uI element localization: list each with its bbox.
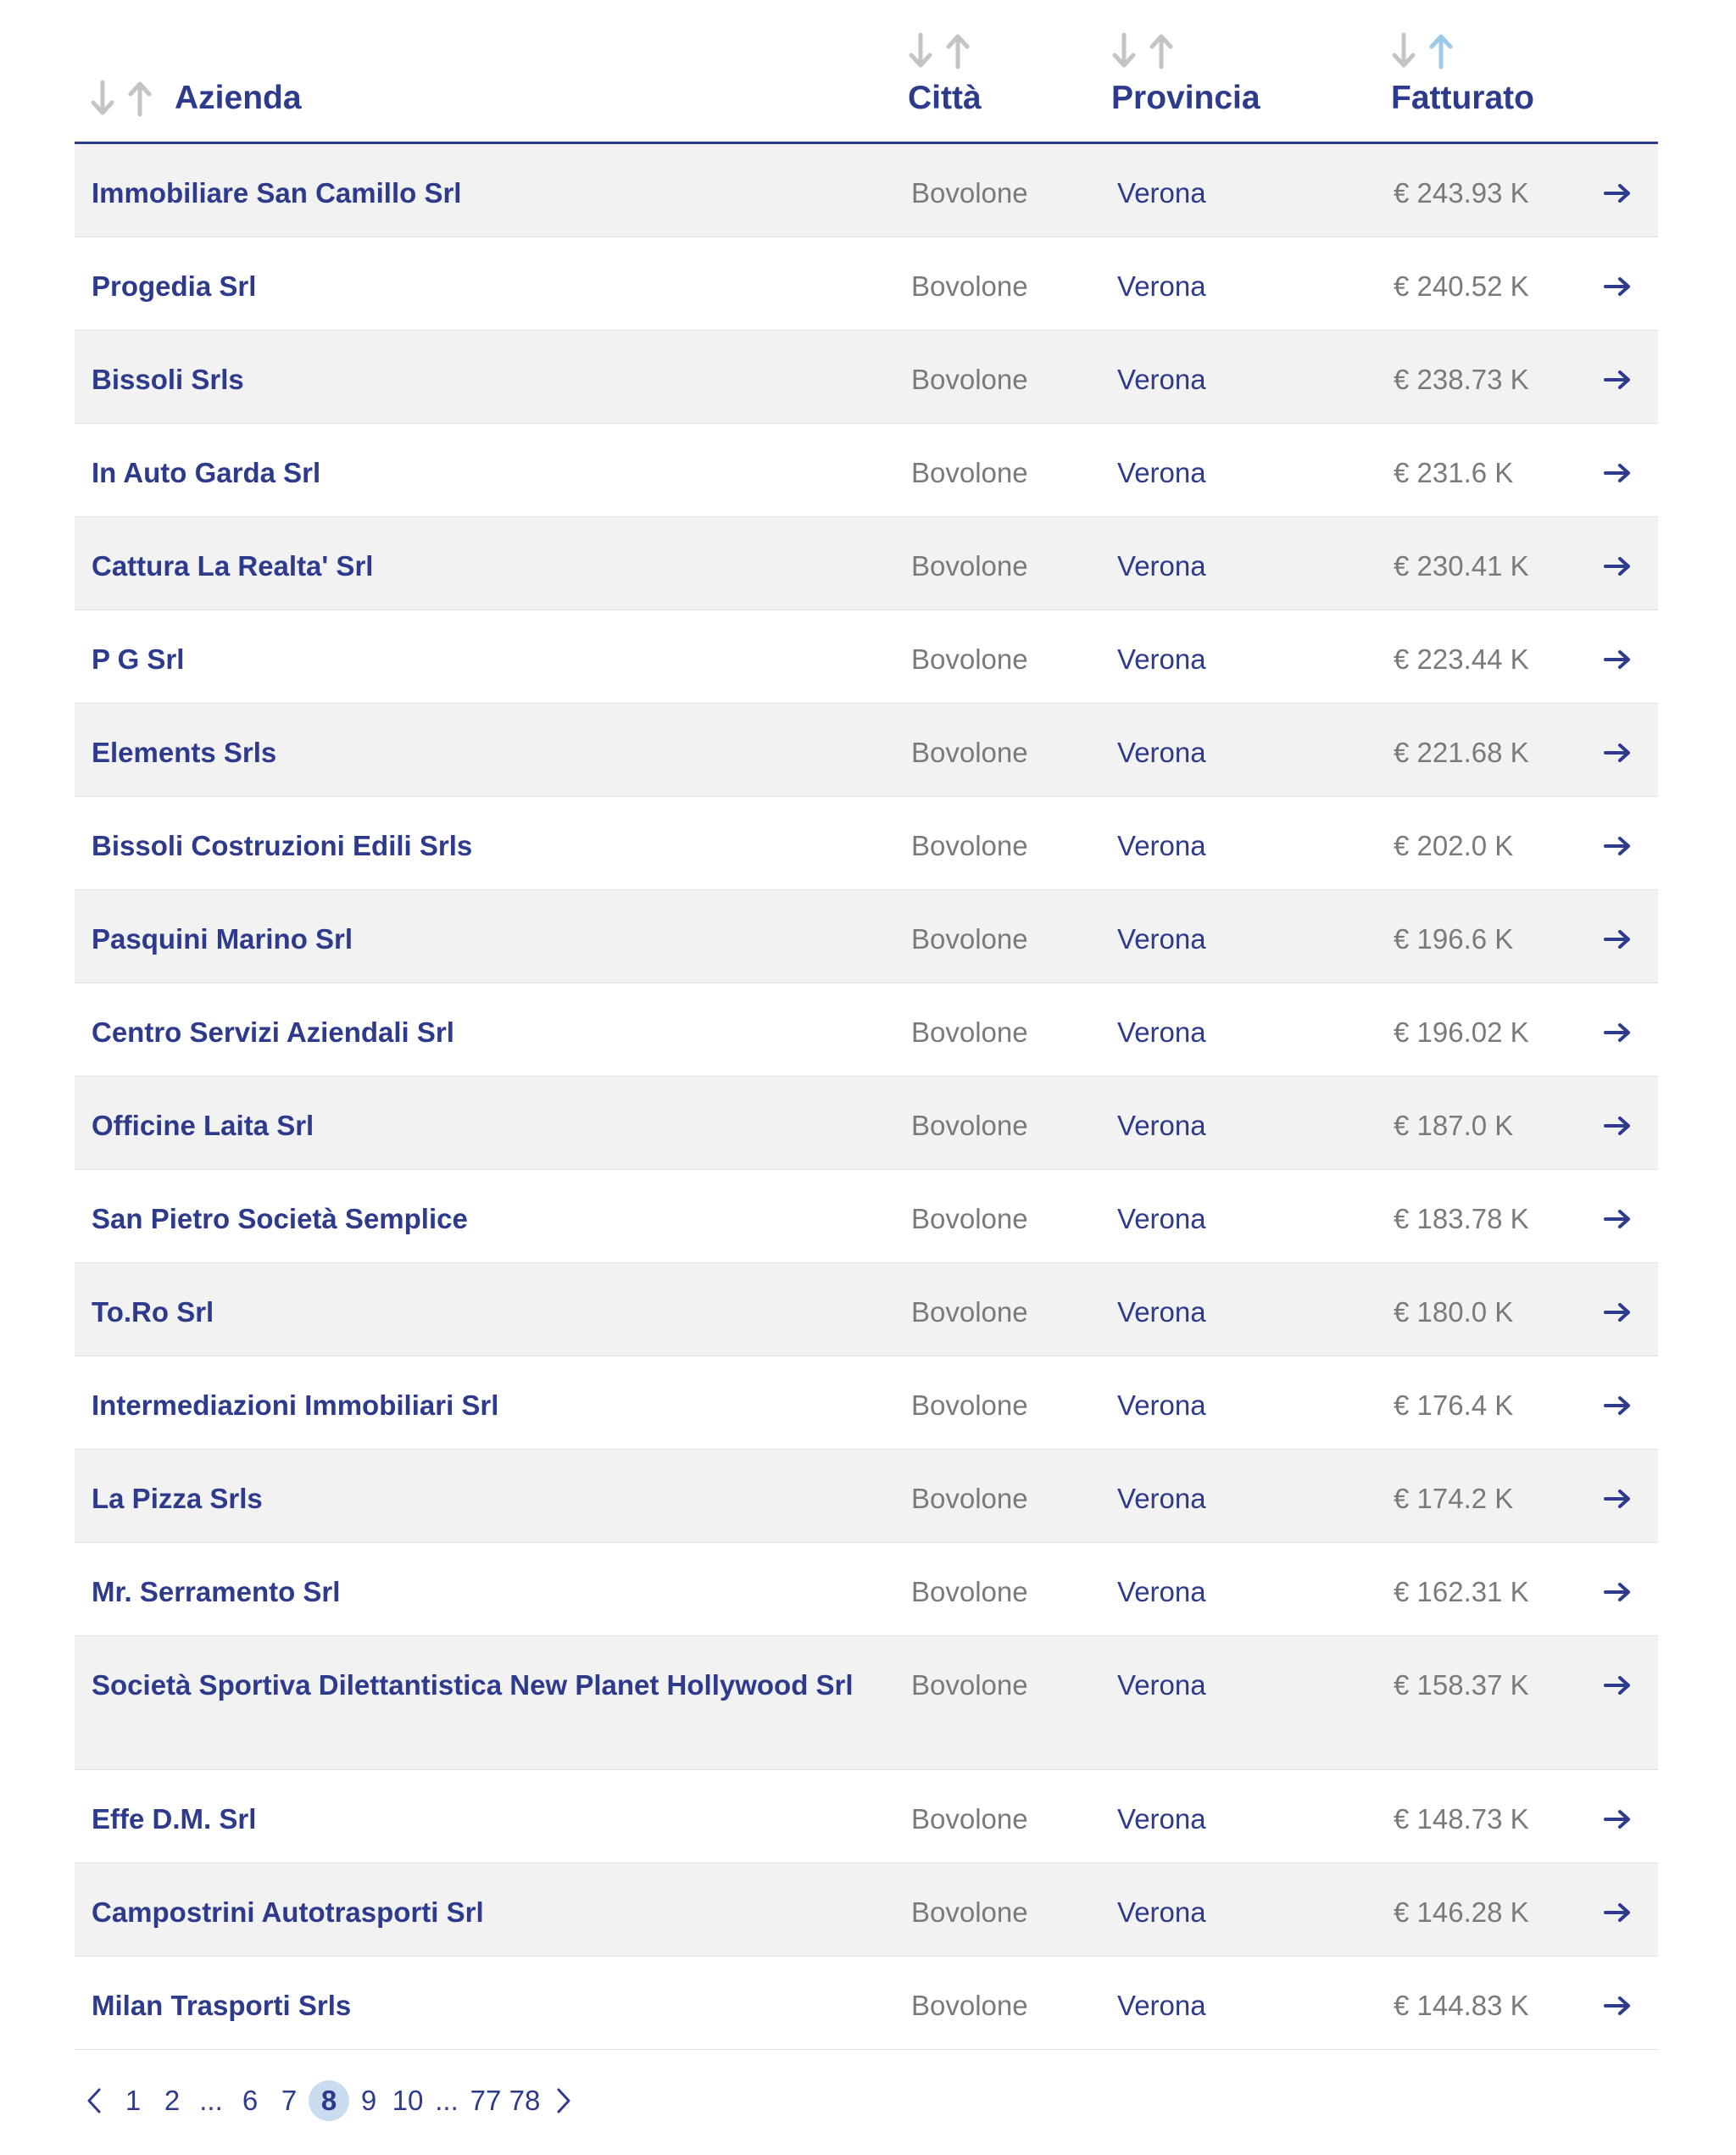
arrow-right-icon	[1603, 462, 1632, 484]
sort-asc-icon-active[interactable]	[1428, 32, 1454, 70]
page-link[interactable]: 78	[509, 2085, 541, 2116]
revenue-cell: € 243.93 K	[1394, 177, 1529, 209]
open-company-button[interactable]	[1600, 1199, 1634, 1239]
table-row[interactable]	[75, 704, 1658, 797]
revenue-cell: € 162.31 K	[1394, 1576, 1529, 1607]
revenue-cell: € 238.73 K	[1394, 364, 1529, 395]
city-cell: Bovolone	[911, 830, 1028, 861]
table-row[interactable]	[75, 237, 1658, 331]
province-link[interactable]: Verona	[1117, 737, 1206, 768]
revenue-cell: € 144.83 K	[1394, 1990, 1529, 2021]
company-name-link[interactable]: Intermediazioni Immobiliari Srl	[92, 1389, 499, 1421]
province-link[interactable]: Verona	[1117, 1990, 1206, 2021]
column-header-azienda[interactable]	[90, 78, 302, 119]
open-company-button[interactable]	[1600, 173, 1634, 214]
province-link[interactable]: Verona	[1117, 1669, 1206, 1701]
page-link[interactable]: 10	[392, 2085, 424, 2116]
open-company-button[interactable]	[1600, 639, 1634, 680]
table-row[interactable]	[75, 144, 1658, 237]
header-label-citta: Città	[908, 80, 982, 116]
column-header-provincia[interactable]	[1111, 32, 1260, 119]
open-company-button[interactable]	[1600, 826, 1634, 866]
table-row[interactable]	[75, 797, 1658, 890]
sort-asc-icon[interactable]	[1149, 32, 1174, 70]
province-link[interactable]: Verona	[1117, 830, 1206, 861]
open-company-button[interactable]	[1600, 1105, 1634, 1146]
page-list	[114, 2080, 544, 2121]
revenue-cell: € 146.28 K	[1394, 1896, 1529, 1928]
company-name-link[interactable]: Centro Servizi Aziendali Srl	[92, 1016, 454, 1048]
revenue-cell: € 183.78 K	[1394, 1203, 1529, 1234]
table-row[interactable]	[75, 983, 1658, 1077]
open-company-button[interactable]	[1600, 546, 1634, 587]
open-company-button[interactable]	[1600, 732, 1634, 773]
chevron-left-icon	[85, 2086, 103, 2115]
table-row[interactable]	[75, 331, 1658, 424]
revenue-cell: € 180.0 K	[1394, 1296, 1514, 1328]
arrow-right-icon	[1603, 1581, 1632, 1603]
city-cell: Bovolone	[911, 1576, 1028, 1607]
company-name-link[interactable]: Effe D.M. Srl	[92, 1803, 257, 1835]
table-row[interactable]	[75, 1077, 1658, 1170]
open-company-button[interactable]	[1600, 1892, 1634, 1933]
company-name-link[interactable]: Società Sportiva Dilettantistica New Planet Hollywood Srl	[92, 1669, 854, 1701]
city-cell: Bovolone	[911, 457, 1028, 488]
table-header	[75, 0, 1658, 144]
city-cell: Bovolone	[911, 1016, 1028, 1048]
province-link[interactable]: Verona	[1117, 1203, 1206, 1234]
city-cell: Bovolone	[911, 1203, 1028, 1234]
page-link[interactable]: 6	[242, 2085, 259, 2116]
company-name-link[interactable]: Elements Srls	[92, 737, 277, 768]
arrow-right-icon	[1603, 369, 1632, 391]
revenue-cell: € 240.52 K	[1394, 270, 1529, 302]
revenue-cell: € 231.6 K	[1394, 457, 1514, 488]
table-row[interactable]	[75, 1636, 1658, 1770]
arrow-right-icon	[1603, 1808, 1632, 1830]
arrow-right-icon	[1603, 1902, 1632, 1924]
table-row[interactable]	[75, 424, 1658, 517]
open-company-button[interactable]	[1600, 266, 1634, 307]
page-current[interactable]: 8	[309, 2080, 349, 2121]
arrow-right-icon	[1603, 1022, 1632, 1044]
company-name-link[interactable]: Immobiliare San Camillo Srl	[92, 177, 462, 209]
company-name-link[interactable]: Officine Laita Srl	[92, 1110, 314, 1141]
arrow-right-icon	[1603, 182, 1632, 204]
revenue-cell: € 148.73 K	[1394, 1803, 1529, 1835]
company-name-link[interactable]: Milan Trasporti Srls	[92, 1990, 352, 2021]
arrow-right-icon	[1603, 1395, 1632, 1417]
company-name-link[interactable]: Cattura La Realta' Srl	[92, 550, 374, 582]
header-label-azienda: Azienda	[175, 80, 302, 116]
open-company-button[interactable]	[1600, 919, 1634, 960]
prev-page-button[interactable]	[75, 2081, 114, 2120]
province-link[interactable]: Verona	[1117, 643, 1206, 675]
sort-controls-citta	[908, 32, 971, 70]
company-name-link[interactable]: Bissoli Costruzioni Edili Srls	[92, 830, 473, 861]
city-cell: Bovolone	[911, 364, 1028, 395]
arrow-right-icon	[1603, 742, 1632, 764]
city-cell: Bovolone	[911, 1896, 1028, 1928]
arrow-right-icon	[1603, 1995, 1632, 2017]
sort-desc-icon[interactable]	[908, 32, 933, 70]
company-name-link[interactable]: To.Ro Srl	[92, 1296, 214, 1328]
table-body	[75, 144, 1658, 2050]
company-name-link[interactable]: San Pietro Società Semplice	[92, 1203, 468, 1234]
province-link[interactable]: Verona	[1117, 1896, 1206, 1928]
companies-table	[75, 0, 1658, 2050]
province-link[interactable]: Verona	[1117, 270, 1206, 302]
page-ellipsis: ...	[199, 2085, 223, 2116]
revenue-cell: € 202.0 K	[1394, 830, 1514, 861]
province-link[interactable]: Verona	[1117, 364, 1206, 395]
revenue-cell: € 223.44 K	[1394, 643, 1529, 675]
header-label-provincia: Provincia	[1111, 80, 1260, 116]
revenue-cell: € 230.41 K	[1394, 550, 1529, 582]
table-row[interactable]	[75, 1863, 1658, 1957]
arrow-right-icon	[1603, 1488, 1632, 1510]
arrow-right-icon	[1603, 1115, 1632, 1137]
column-header-citta[interactable]	[908, 32, 982, 119]
page-link[interactable]: 1	[125, 2085, 142, 2116]
open-company-button[interactable]	[1600, 1012, 1634, 1053]
arrow-right-icon	[1603, 1674, 1632, 1696]
table-row[interactable]	[75, 1450, 1658, 1543]
table-row[interactable]	[75, 1356, 1658, 1450]
arrow-right-icon	[1603, 835, 1632, 857]
sort-desc-icon[interactable]	[1391, 32, 1416, 70]
province-link[interactable]: Verona	[1117, 1576, 1206, 1607]
company-name-link[interactable]: Progedia Srl	[92, 270, 257, 302]
city-cell: Bovolone	[911, 923, 1028, 955]
province-link[interactable]: Verona	[1117, 1296, 1206, 1328]
page-link[interactable]: 7	[281, 2085, 298, 2116]
revenue-cell: € 196.02 K	[1394, 1016, 1529, 1048]
sort-desc-icon[interactable]	[1111, 32, 1137, 70]
open-company-button[interactable]	[1600, 1799, 1634, 1840]
header-label-fatturato: Fatturato	[1391, 80, 1534, 116]
chevron-right-icon	[554, 2086, 573, 2115]
city-cell: Bovolone	[911, 737, 1028, 768]
column-header-fatturato[interactable]	[1391, 32, 1534, 119]
province-link[interactable]: Verona	[1117, 457, 1206, 488]
table-row[interactable]	[75, 1957, 1658, 2050]
table-row[interactable]	[75, 890, 1658, 983]
province-link[interactable]: Verona	[1117, 1483, 1206, 1514]
company-name-link[interactable]: Mr. Serramento Srl	[92, 1576, 341, 1607]
province-link[interactable]: Verona	[1117, 1110, 1206, 1141]
sort-controls-fatturato	[1391, 32, 1454, 70]
city-cell: Bovolone	[911, 1110, 1028, 1141]
sort-asc-icon[interactable]	[127, 80, 153, 117]
arrow-right-icon	[1603, 555, 1632, 577]
arrow-right-icon	[1603, 276, 1632, 298]
city-cell: Bovolone	[911, 177, 1028, 209]
page-ellipsis: ...	[435, 2085, 459, 2116]
province-link[interactable]: Verona	[1117, 177, 1206, 209]
table-row[interactable]	[75, 1770, 1658, 1863]
table-row[interactable]	[75, 1543, 1658, 1636]
company-name-link[interactable]: P G Srl	[92, 643, 185, 675]
company-name-link[interactable]: Pasquini Marino Srl	[92, 923, 353, 955]
open-company-button[interactable]	[1600, 1665, 1634, 1706]
revenue-cell: € 196.6 K	[1394, 923, 1514, 955]
open-company-button[interactable]	[1600, 1292, 1634, 1333]
city-cell: Bovolone	[911, 1990, 1028, 2021]
sort-controls-azienda	[90, 80, 153, 117]
city-cell: Bovolone	[911, 1296, 1028, 1328]
arrow-right-icon	[1603, 649, 1632, 671]
city-cell: Bovolone	[911, 1803, 1028, 1835]
city-cell: Bovolone	[911, 550, 1028, 582]
revenue-cell: € 158.37 K	[1394, 1669, 1529, 1701]
revenue-cell: € 221.68 K	[1394, 737, 1529, 768]
revenue-cell: € 174.2 K	[1394, 1483, 1514, 1514]
city-cell: Bovolone	[911, 1483, 1028, 1514]
city-cell: Bovolone	[911, 270, 1028, 302]
sort-asc-icon[interactable]	[945, 32, 971, 70]
open-company-button[interactable]	[1600, 1478, 1634, 1519]
company-name-link[interactable]: La Pizza Srls	[92, 1483, 263, 1514]
page-link[interactable]: 2	[164, 2085, 181, 2116]
arrow-right-icon	[1603, 928, 1632, 950]
company-name-link[interactable]: Campostrini Autotrasporti Srl	[92, 1896, 484, 1928]
pagination	[75, 2067, 583, 2135]
sort-controls-provincia	[1111, 32, 1174, 70]
open-company-button[interactable]	[1600, 453, 1634, 493]
table-row[interactable]	[75, 1263, 1658, 1356]
revenue-cell: € 176.4 K	[1394, 1389, 1514, 1421]
table-row[interactable]	[75, 610, 1658, 704]
page-link[interactable]: 9	[360, 2085, 377, 2116]
open-company-button[interactable]	[1600, 1572, 1634, 1612]
province-link[interactable]: Verona	[1117, 1389, 1206, 1421]
company-name-link[interactable]: Bissoli Srls	[92, 364, 244, 395]
open-company-button[interactable]	[1600, 359, 1634, 400]
arrow-right-icon	[1603, 1208, 1632, 1230]
province-link[interactable]: Verona	[1117, 1016, 1206, 1048]
arrow-right-icon	[1603, 1301, 1632, 1323]
sort-desc-icon[interactable]	[90, 80, 115, 117]
city-cell: Bovolone	[911, 1389, 1028, 1421]
next-page-button[interactable]	[544, 2081, 583, 2120]
table-row[interactable]	[75, 517, 1658, 610]
province-link[interactable]: Verona	[1117, 550, 1206, 582]
page-link[interactable]: 77	[470, 2085, 502, 2116]
revenue-cell: € 187.0 K	[1394, 1110, 1514, 1141]
city-cell: Bovolone	[911, 643, 1028, 675]
province-link[interactable]: Verona	[1117, 1803, 1206, 1835]
province-link[interactable]: Verona	[1117, 923, 1206, 955]
city-cell: Bovolone	[911, 1669, 1028, 1701]
table-row[interactable]	[75, 1170, 1658, 1263]
open-company-button[interactable]	[1600, 1985, 1634, 2026]
company-name-link[interactable]: In Auto Garda Srl	[92, 457, 321, 488]
open-company-button[interactable]	[1600, 1385, 1634, 1426]
